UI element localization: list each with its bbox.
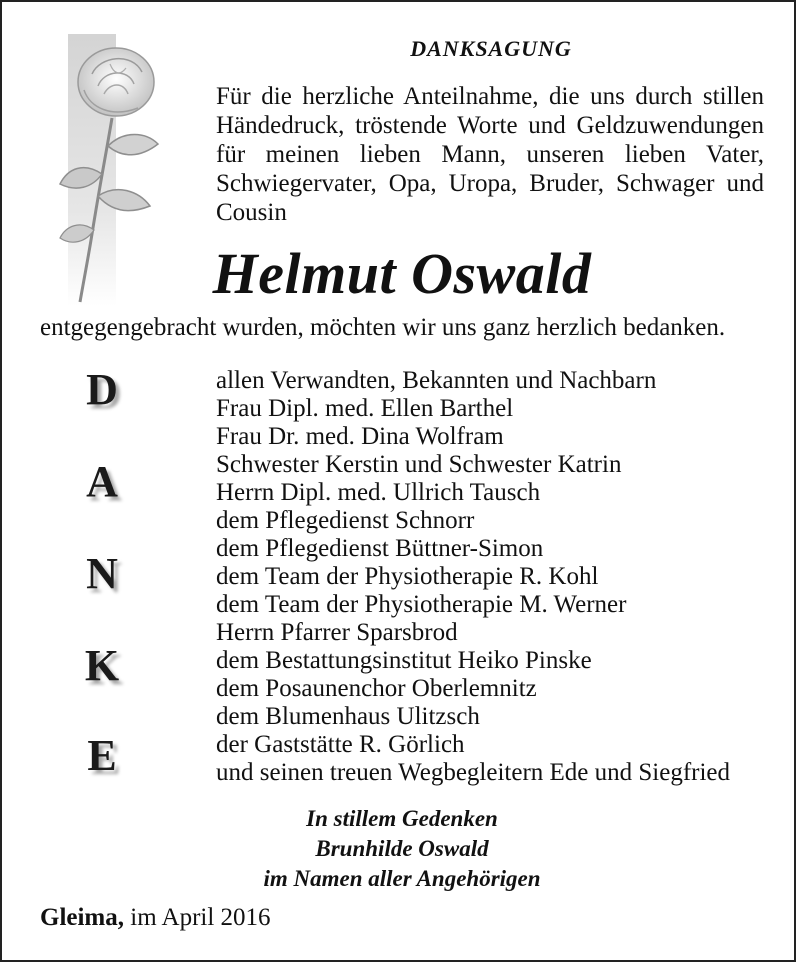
list-item: allen Verwandten, Bekannten und Nachbarn [216,367,657,394]
danke-letter: K [84,641,120,690]
danke-letter: A [86,457,118,506]
list-item: dem Bestattungsinstitut Heiko Pinske [216,647,592,674]
list-item: dem Blumenhaus Ulitzsch [216,703,480,730]
signatory-name: Brunhilde Oswald [315,836,489,861]
recipient-list [216,367,776,787]
list-item: dem Team der Physiotherapie M. Werner [216,591,627,618]
list-item: dem Team der Physiotherapie R. Kohl [216,563,599,590]
list-item: dem Pflegedienst Büttner-Simon [216,535,544,562]
list-item: Herrn Dipl. med. Ullrich Tausch [216,479,541,506]
list-item: dem Pflegedienst Schnorr [216,507,475,534]
danke-letter: E [87,731,117,780]
danke-letter: N [86,549,118,598]
list-item: dem Posaunenchor Oberlemnitz [216,675,537,702]
danke-letter: D [86,365,118,414]
date: im April 2016 [130,904,271,931]
place-date [40,904,271,932]
closing-block [152,804,652,894]
intro-text: Für die herzliche Anteilnahme, die uns durch stillen Händedruck, tröstende Worte und Geldzuwendungen für meinen lieben Mann, unseren lieben Vater, Schwiegervater, Opa, Uropa, Bruder, Schwager und Cousin [216,83,764,226]
deceased-name: Helmut Oswald [212,241,592,306]
heading: DANKSAGUNG [410,36,572,61]
list-item: und seinen treuen Wegbegleitern Ede und Siegfried [216,759,731,786]
list-item: der Gaststätte R. Görlich [216,731,465,758]
closing-line: im Namen aller Angehörigen [263,866,541,891]
list-item: Frau Dipl. med. Ellen Barthel [216,395,514,422]
list-item: Herrn Pfarrer Sparsbrod [216,619,458,646]
list-item: Schwester Kerstin und Schwester Katrin [216,451,622,478]
closing-line: In stillem Gedenken [306,806,498,831]
list-item: Frau Dr. med. Dina Wolfram [216,423,504,450]
thanks-line: entgegengebracht wurden, möchten wir uns ganz herzlich bedanken. [40,314,726,341]
rose-icon [54,34,166,306]
place: Gleima, [40,904,125,931]
